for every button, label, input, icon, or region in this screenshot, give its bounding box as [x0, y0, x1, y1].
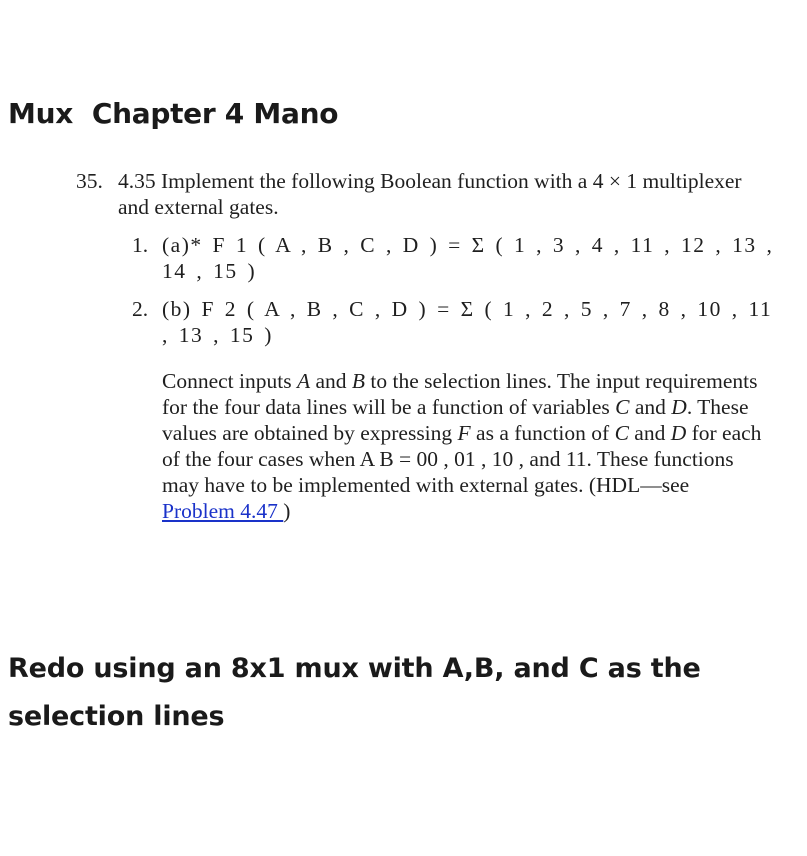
page-title: Mux Chapter 4 Mano: [8, 97, 339, 130]
description-text: Connect inputs: [162, 369, 297, 393]
variable-f: F: [457, 421, 471, 445]
sub-problem-number: 2.: [132, 297, 149, 321]
sub-problem-function: (b) F 2 ( A , B , C , D ) = Σ ( 1 , 2 , 5 , 7 , 8 , 10 , 11 , 13 , 15 ): [162, 297, 773, 347]
description-text: to the selection lines. The input requirements for the four data lines will be a function of variables: [162, 369, 758, 419]
sub-problem-item: [132, 232, 776, 284]
problem-header: [76, 168, 776, 220]
sub-problem-function: (a)* F 1 ( A , B , C , D ) = Σ ( 1 , 3 , 4 , 11 , 12 , 13 , 14 , 15 ): [162, 233, 774, 283]
description-text: and: [310, 369, 352, 393]
variable-b: B: [351, 369, 366, 393]
description-text: and: [628, 421, 671, 445]
description-text: as a function of: [470, 421, 615, 445]
description-text: . These values are obtained by expressing: [162, 395, 749, 445]
description-text: ): [283, 499, 291, 523]
variable-c: C: [615, 395, 630, 419]
sub-problem-item: [132, 296, 776, 348]
problem-statement: 4.35 Implement the following Boolean function with a 4 × 1 multiplexer and external gates.: [118, 169, 742, 219]
sub-problem-number: 1.: [132, 233, 149, 257]
variable-d: D: [671, 395, 687, 419]
sub-problem-list: [132, 232, 776, 348]
description-text: for each of the four cases when A B = 00 , 01 , 10 , and 11. These functions may have to be implemented with external gates. (HDL—see: [162, 421, 762, 497]
redo-instruction: Redo using an 8x1 mux with A,B, and C as the selection lines: [8, 653, 701, 732]
problem-description: [162, 368, 762, 524]
variable-d: D: [670, 421, 687, 445]
problem-number: 35.: [76, 169, 103, 193]
variable-c: C: [614, 421, 629, 445]
description-text: and: [629, 395, 672, 419]
problem-35: [76, 168, 776, 524]
variable-a: A: [296, 369, 311, 393]
problem-4-47-link[interactable]: Problem 4.47: [162, 499, 284, 523]
